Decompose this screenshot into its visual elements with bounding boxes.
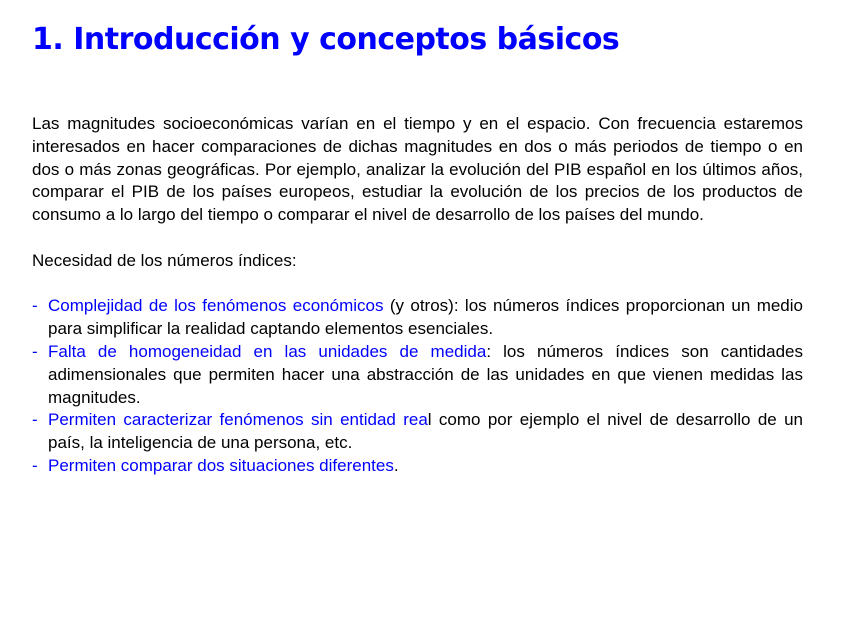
list-item-text: l como por ejemplo el nivel de desarrollo de un país, la inteligencia de una persona, etc.: [48, 410, 804, 453]
list-item: [32, 295, 803, 341]
necessity-heading: Necesidad de los números índices:: [32, 250, 297, 270]
list-item-highlight: Permiten caracterizar fenómenos sin entidad rea: [48, 410, 428, 430]
list-item: [32, 409, 803, 455]
list-item: [32, 455, 803, 478]
list-item-highlight: Falta de homogeneidad en las unidades de medida: [48, 341, 487, 361]
paragraph-spacer: [32, 273, 803, 296]
list-bullet: -: [32, 410, 38, 430]
list-item-highlight: Permiten comparar dos situaciones diferentes: [48, 455, 394, 475]
list-bullet: -: [32, 341, 38, 361]
paragraph-spacer: [32, 227, 803, 250]
list-item-text: .: [393, 455, 399, 475]
intro-paragraph: Las magnitudes socioeconómicas varían en el tiempo y en el espacio. Con frecuencia estaremos interesados en hacer comparaciones de dichas magnitudes en dos o más periodos de tiempo o en dos o más zonas geográficas. Por ejemplo, analizar la evolución del PIB español en los últimos años, comparar el PIB de los países europeos, estudiar la evolución de los precios de los productos de consumo a lo largo del tiempo o comparar el nivel de desarrollo de los países del mundo.: [32, 114, 803, 225]
list-bullet: -: [32, 296, 38, 316]
necessity-list: [32, 295, 803, 477]
list-bullet: -: [32, 455, 38, 475]
list-item-text: (y otros): los números índices proporcionan un medio para simplificar la realidad captando elementos esenciales.: [48, 296, 803, 339]
list-item-highlight: Complejidad de los fenómenos económicos: [48, 296, 384, 316]
slide-title: 1. Introducción y conceptos básicos: [32, 22, 620, 57]
list-item: [32, 341, 803, 409]
list-item-text: : los números índices son cantidades adimensionales que permiten hacer una abstracción de las unidades en que vienen medidas las magnitudes.: [48, 341, 803, 407]
slide-body: [32, 113, 803, 478]
